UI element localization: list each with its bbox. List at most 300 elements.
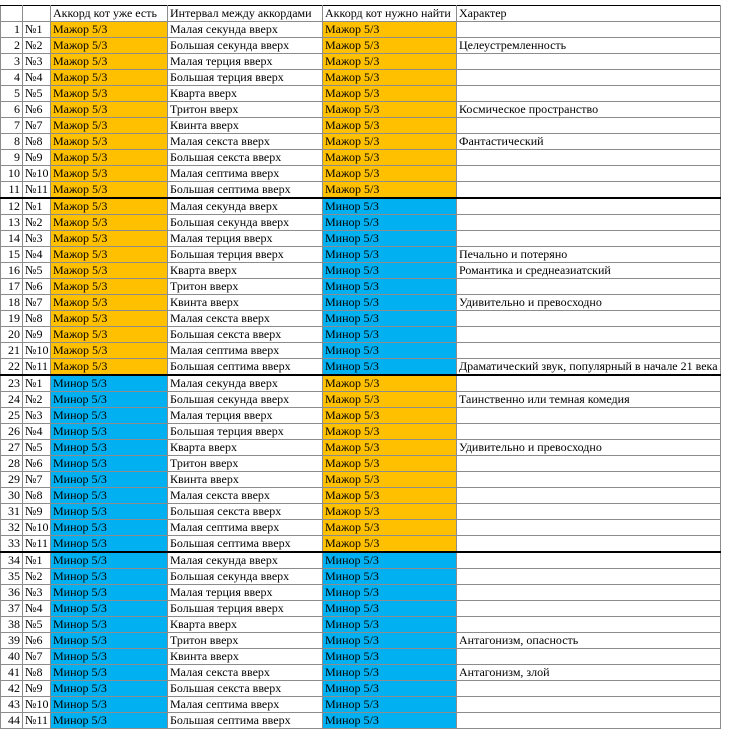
interval-cell[interactable]: Квинта вверх [168, 472, 323, 488]
chord-have-cell[interactable]: Минор 5/3 [51, 665, 168, 681]
chord-find-cell[interactable]: Минор 5/3 [323, 359, 457, 376]
row-number-cell[interactable]: 42 [1, 681, 23, 697]
chord-have-cell[interactable]: Минор 5/3 [51, 681, 168, 697]
chord-have-cell[interactable]: Мажор 5/3 [51, 263, 168, 279]
chord-find-cell[interactable]: Мажор 5/3 [323, 134, 457, 150]
table-row [1, 327, 721, 343]
pattern-number-cell[interactable]: №9 [23, 504, 51, 520]
chord-find-cell[interactable]: Мажор 5/3 [323, 456, 457, 472]
chord-find-cell[interactable]: Минор 5/3 [323, 327, 457, 343]
chord-have-cell[interactable]: Минор 5/3 [51, 585, 168, 601]
row-number-cell[interactable]: 33 [1, 536, 23, 553]
character-cell[interactable] [457, 569, 721, 585]
header-cell-interval[interactable]: Интервал между аккордами [168, 6, 323, 22]
row-number-cell[interactable]: 40 [1, 649, 23, 665]
character-cell[interactable] [457, 649, 721, 665]
pattern-number-cell[interactable]: №3 [23, 585, 51, 601]
row-number-cell[interactable]: 29 [1, 472, 23, 488]
chord-find-cell[interactable]: Минор 5/3 [323, 279, 457, 295]
row-number-cell[interactable]: 14 [1, 231, 23, 247]
chord-find-cell[interactable]: Мажор 5/3 [323, 182, 457, 199]
chord-find-cell[interactable]: Минор 5/3 [323, 215, 457, 231]
chord-find-cell[interactable]: Минор 5/3 [323, 697, 457, 713]
interval-cell[interactable]: Тритон вверх [168, 102, 323, 118]
chord-find-cell[interactable]: Минор 5/3 [323, 633, 457, 649]
character-cell[interactable] [457, 520, 721, 536]
row-number-cell[interactable]: 27 [1, 440, 23, 456]
chord-find-cell[interactable]: Мажор 5/3 [323, 472, 457, 488]
character-cell[interactable] [457, 552, 721, 569]
pattern-number-cell[interactable]: №8 [23, 665, 51, 681]
interval-cell[interactable]: Квинта вверх [168, 118, 323, 134]
pattern-number-cell[interactable]: №7 [23, 118, 51, 134]
pattern-number-cell[interactable]: №11 [23, 359, 51, 376]
interval-cell[interactable]: Большая секста вверх [168, 327, 323, 343]
chord-find-cell[interactable]: Мажор 5/3 [323, 54, 457, 70]
table-row [1, 118, 721, 134]
chord-have-cell[interactable]: Минор 5/3 [51, 536, 168, 553]
chord-have-cell[interactable]: Минор 5/3 [51, 633, 168, 649]
pattern-number-cell[interactable]: №9 [23, 327, 51, 343]
chord-have-cell[interactable]: Мажор 5/3 [51, 198, 168, 215]
chord-find-cell[interactable]: Минор 5/3 [323, 585, 457, 601]
chord-find-cell[interactable]: Мажор 5/3 [323, 70, 457, 86]
interval-cell[interactable]: Кварта вверх [168, 263, 323, 279]
chord-find-cell[interactable]: Мажор 5/3 [323, 440, 457, 456]
interval-cell[interactable]: Квинта вверх [168, 649, 323, 665]
interval-cell[interactable]: Малая секунда вверх [168, 552, 323, 569]
interval-cell[interactable]: Малая терция вверх [168, 585, 323, 601]
chord-have-cell[interactable]: Минор 5/3 [51, 649, 168, 665]
pattern-number-cell[interactable]: №10 [23, 697, 51, 713]
pattern-number-cell[interactable]: №5 [23, 440, 51, 456]
chord-have-cell[interactable]: Минор 5/3 [51, 504, 168, 520]
pattern-number-cell[interactable]: №3 [23, 54, 51, 70]
row-number-cell[interactable]: 30 [1, 488, 23, 504]
row-number-cell[interactable]: 2 [1, 38, 23, 54]
character-cell[interactable]: Космическое пространство [457, 102, 721, 118]
character-cell[interactable] [457, 585, 721, 601]
pattern-number-cell[interactable]: №2 [23, 215, 51, 231]
chord-have-cell[interactable]: Мажор 5/3 [51, 118, 168, 134]
chord-find-cell[interactable]: Мажор 5/3 [323, 86, 457, 102]
character-cell[interactable] [457, 215, 721, 231]
pattern-number-cell[interactable]: №7 [23, 295, 51, 311]
chord-find-cell[interactable]: Мажор 5/3 [323, 102, 457, 118]
table-row [1, 166, 721, 182]
chord-find-cell[interactable]: Мажор 5/3 [323, 488, 457, 504]
header-cell-rownum[interactable] [1, 6, 23, 22]
pattern-number-cell[interactable]: №9 [23, 150, 51, 166]
interval-cell[interactable]: Тритон вверх [168, 633, 323, 649]
chord-find-cell[interactable]: Минор 5/3 [323, 263, 457, 279]
pattern-number-cell[interactable]: №7 [23, 649, 51, 665]
chord-have-cell[interactable]: Минор 5/3 [51, 601, 168, 617]
table-row [1, 617, 721, 633]
interval-cell[interactable]: Малая септима вверх [168, 343, 323, 359]
character-cell[interactable]: Удивительно и превосходно [457, 440, 721, 456]
interval-cell[interactable]: Большая терция вверх [168, 70, 323, 86]
character-cell[interactable] [457, 198, 721, 215]
table-row [1, 231, 721, 247]
row-number-cell[interactable]: 24 [1, 392, 23, 408]
interval-cell[interactable]: Малая терция вверх [168, 54, 323, 70]
chord-have-cell[interactable]: Минор 5/3 [51, 424, 168, 440]
table-row [1, 295, 721, 311]
row-number-cell[interactable]: 17 [1, 279, 23, 295]
pattern-number-cell[interactable]: №3 [23, 231, 51, 247]
row-number-cell[interactable]: 21 [1, 343, 23, 359]
pattern-number-cell[interactable]: №6 [23, 633, 51, 649]
table-row [1, 182, 721, 199]
pattern-number-cell[interactable]: №10 [23, 520, 51, 536]
row-number-cell[interactable]: 6 [1, 102, 23, 118]
row-number-cell[interactable]: 4 [1, 70, 23, 86]
chord-have-cell[interactable]: Минор 5/3 [51, 408, 168, 424]
table-row [1, 279, 721, 295]
chord-have-cell[interactable]: Мажор 5/3 [51, 231, 168, 247]
character-cell[interactable] [457, 697, 721, 713]
interval-cell[interactable]: Малая секунда вверх [168, 22, 323, 38]
row-number-cell[interactable]: 8 [1, 134, 23, 150]
table-row [1, 86, 721, 102]
pattern-number-cell[interactable]: №10 [23, 166, 51, 182]
chord-have-cell[interactable]: Мажор 5/3 [51, 343, 168, 359]
row-number-cell[interactable]: 9 [1, 150, 23, 166]
character-cell[interactable] [457, 150, 721, 166]
character-cell[interactable] [457, 488, 721, 504]
character-cell[interactable]: Романтика и среднеазиатский [457, 263, 721, 279]
pattern-number-cell[interactable]: №6 [23, 456, 51, 472]
chord-have-cell[interactable]: Мажор 5/3 [51, 359, 168, 376]
chord-find-cell[interactable]: Мажор 5/3 [323, 504, 457, 520]
pattern-number-cell[interactable]: №1 [23, 198, 51, 215]
row-number-cell[interactable]: 19 [1, 311, 23, 327]
interval-cell[interactable]: Большая терция вверх [168, 601, 323, 617]
row-number-cell[interactable]: 36 [1, 585, 23, 601]
interval-cell[interactable]: Кварта вверх [168, 440, 323, 456]
pattern-number-cell[interactable]: №8 [23, 311, 51, 327]
header-row [1, 6, 721, 22]
chord-find-cell[interactable]: Минор 5/3 [323, 198, 457, 215]
interval-cell[interactable]: Малая терция вверх [168, 408, 323, 424]
character-cell[interactable] [457, 166, 721, 182]
chord-have-cell[interactable]: Мажор 5/3 [51, 311, 168, 327]
pattern-number-cell[interactable]: №9 [23, 681, 51, 697]
chord-find-cell[interactable]: Мажор 5/3 [323, 118, 457, 134]
row-number-cell[interactable]: 15 [1, 247, 23, 263]
pattern-number-cell[interactable]: №6 [23, 279, 51, 295]
chord-find-cell[interactable]: Минор 5/3 [323, 601, 457, 617]
character-cell[interactable] [457, 601, 721, 617]
interval-cell[interactable]: Большая секунда вверх [168, 392, 323, 408]
character-cell[interactable]: Печально и потеряно [457, 247, 721, 263]
character-cell[interactable] [457, 231, 721, 247]
pattern-number-cell[interactable]: №5 [23, 86, 51, 102]
row-number-cell[interactable]: 23 [1, 375, 23, 392]
table-row [1, 22, 721, 38]
interval-cell[interactable]: Кварта вверх [168, 617, 323, 633]
chord-have-cell[interactable]: Мажор 5/3 [51, 150, 168, 166]
pattern-number-cell[interactable]: №4 [23, 424, 51, 440]
chord-have-cell[interactable]: Минор 5/3 [51, 440, 168, 456]
table-row [1, 150, 721, 166]
interval-cell[interactable]: Малая септима вверх [168, 166, 323, 182]
character-cell[interactable] [457, 343, 721, 359]
character-cell[interactable]: Таинственно или темная комедия [457, 392, 721, 408]
table-row [1, 247, 721, 263]
chord-have-cell[interactable]: Мажор 5/3 [51, 22, 168, 38]
character-cell[interactable] [457, 375, 721, 392]
chord-have-cell[interactable]: Мажор 5/3 [51, 182, 168, 199]
pattern-number-cell[interactable]: №2 [23, 392, 51, 408]
chord-find-cell[interactable]: Минор 5/3 [323, 552, 457, 569]
pattern-number-cell[interactable]: №4 [23, 70, 51, 86]
chord-have-cell[interactable]: Мажор 5/3 [51, 215, 168, 231]
row-number-cell[interactable]: 11 [1, 182, 23, 199]
character-cell[interactable] [457, 118, 721, 134]
pattern-number-cell[interactable]: №11 [23, 182, 51, 199]
table-row [1, 198, 721, 215]
row-number-cell[interactable]: 20 [1, 327, 23, 343]
chord-find-cell[interactable]: Мажор 5/3 [323, 166, 457, 182]
row-number-cell[interactable]: 37 [1, 601, 23, 617]
character-cell[interactable]: Драматический звук, популярный в начале 21 века [457, 359, 721, 376]
pattern-number-cell[interactable]: №4 [23, 601, 51, 617]
interval-cell[interactable]: Большая септима вверх [168, 182, 323, 199]
character-cell[interactable]: Удивительно и превосходно [457, 295, 721, 311]
chord-have-cell[interactable]: Мажор 5/3 [51, 279, 168, 295]
table-row [1, 585, 721, 601]
chord-find-cell[interactable]: Мажор 5/3 [323, 536, 457, 553]
row-number-cell[interactable]: 39 [1, 633, 23, 649]
chord-have-cell[interactable]: Минор 5/3 [51, 569, 168, 585]
interval-cell[interactable]: Малая септима вверх [168, 697, 323, 713]
chord-have-cell[interactable]: Минор 5/3 [51, 375, 168, 392]
chord-find-cell[interactable]: Мажор 5/3 [323, 375, 457, 392]
interval-cell[interactable]: Малая секста вверх [168, 488, 323, 504]
chord-have-cell[interactable]: Мажор 5/3 [51, 327, 168, 343]
chord-find-cell[interactable]: Мажор 5/3 [323, 408, 457, 424]
chord-find-cell[interactable]: Минор 5/3 [323, 343, 457, 359]
table-row [1, 665, 721, 681]
pattern-number-cell[interactable]: №3 [23, 408, 51, 424]
character-cell[interactable]: Антагонизм, злой [457, 665, 721, 681]
interval-cell[interactable]: Малая секста вверх [168, 665, 323, 681]
interval-cell[interactable]: Малая секста вверх [168, 311, 323, 327]
pattern-number-cell[interactable]: №8 [23, 134, 51, 150]
chord-find-cell[interactable]: Мажор 5/3 [323, 22, 457, 38]
interval-cell[interactable]: Большая терция вверх [168, 247, 323, 263]
interval-cell[interactable]: Малая септима вверх [168, 520, 323, 536]
character-cell[interactable] [457, 86, 721, 102]
row-number-cell[interactable]: 35 [1, 569, 23, 585]
pattern-number-cell[interactable]: №11 [23, 713, 51, 729]
chord-find-cell[interactable]: Минор 5/3 [323, 247, 457, 263]
chord-find-cell[interactable]: Минор 5/3 [323, 311, 457, 327]
header-cell-chord-have[interactable]: Аккорд кот уже есть [51, 6, 168, 22]
chord-have-cell[interactable]: Минор 5/3 [51, 552, 168, 569]
interval-cell[interactable]: Большая септима вверх [168, 359, 323, 376]
table-row [1, 649, 721, 665]
table-row [1, 456, 721, 472]
row-number-cell[interactable]: 18 [1, 295, 23, 311]
character-cell[interactable] [457, 54, 721, 70]
row-number-cell[interactable]: 32 [1, 520, 23, 536]
chord-have-cell[interactable]: Мажор 5/3 [51, 86, 168, 102]
row-number-cell[interactable]: 1 [1, 22, 23, 38]
interval-cell[interactable]: Кварта вверх [168, 86, 323, 102]
interval-cell[interactable]: Большая септима вверх [168, 713, 323, 729]
character-cell[interactable] [457, 424, 721, 440]
row-number-cell[interactable]: 28 [1, 456, 23, 472]
chord-find-cell[interactable]: Мажор 5/3 [323, 38, 457, 54]
row-number-cell[interactable]: 43 [1, 697, 23, 713]
row-number-cell[interactable]: 41 [1, 665, 23, 681]
row-number-cell[interactable]: 44 [1, 713, 23, 729]
row-number-cell[interactable]: 10 [1, 166, 23, 182]
row-number-cell[interactable]: 16 [1, 263, 23, 279]
chord-find-cell[interactable]: Минор 5/3 [323, 665, 457, 681]
chord-find-cell[interactable]: Минор 5/3 [323, 617, 457, 633]
table-row [1, 70, 721, 86]
pattern-number-cell[interactable]: №1 [23, 22, 51, 38]
table-row [1, 424, 721, 440]
chord-find-cell[interactable]: Минор 5/3 [323, 295, 457, 311]
row-number-cell[interactable]: 13 [1, 215, 23, 231]
character-cell[interactable] [457, 22, 721, 38]
character-cell[interactable] [457, 70, 721, 86]
chord-find-cell[interactable]: Минор 5/3 [323, 713, 457, 729]
chord-have-cell[interactable]: Минор 5/3 [51, 697, 168, 713]
interval-cell[interactable]: Большая секунда вверх [168, 215, 323, 231]
table-row [1, 311, 721, 327]
pattern-number-cell[interactable]: №11 [23, 536, 51, 553]
character-cell[interactable] [457, 182, 721, 199]
chord-have-cell[interactable]: Минор 5/3 [51, 488, 168, 504]
interval-cell[interactable]: Большая септима вверх [168, 536, 323, 553]
table-row [1, 697, 721, 713]
interval-cell[interactable]: Тритон вверх [168, 456, 323, 472]
table-row [1, 343, 721, 359]
row-number-cell[interactable]: 34 [1, 552, 23, 569]
chord-find-cell[interactable]: Мажор 5/3 [323, 424, 457, 440]
chord-have-cell[interactable]: Мажор 5/3 [51, 102, 168, 118]
character-cell[interactable] [457, 617, 721, 633]
interval-cell[interactable]: Тритон вверх [168, 279, 323, 295]
chord-have-cell[interactable]: Минор 5/3 [51, 456, 168, 472]
chord-find-cell[interactable]: Минор 5/3 [323, 231, 457, 247]
row-number-cell[interactable]: 7 [1, 118, 23, 134]
chord-have-cell[interactable]: Минор 5/3 [51, 472, 168, 488]
chord-find-cell[interactable]: Минор 5/3 [323, 569, 457, 585]
table-row [1, 552, 721, 569]
chord-have-cell[interactable]: Мажор 5/3 [51, 295, 168, 311]
row-number-cell[interactable]: 38 [1, 617, 23, 633]
row-number-cell[interactable]: 26 [1, 424, 23, 440]
character-cell[interactable] [457, 327, 721, 343]
interval-cell[interactable]: Большая секунда вверх [168, 569, 323, 585]
pattern-number-cell[interactable]: №5 [23, 617, 51, 633]
row-number-cell[interactable]: 25 [1, 408, 23, 424]
chord-have-cell[interactable]: Мажор 5/3 [51, 247, 168, 263]
pattern-number-cell[interactable]: №10 [23, 343, 51, 359]
chord-have-cell[interactable]: Минор 5/3 [51, 617, 168, 633]
row-number-cell[interactable]: 5 [1, 86, 23, 102]
header-cell-chord-find[interactable]: Аккорд кот нужно найти [323, 6, 457, 22]
interval-cell[interactable]: Малая терция вверх [168, 231, 323, 247]
chord-have-cell[interactable]: Мажор 5/3 [51, 134, 168, 150]
character-cell[interactable] [457, 279, 721, 295]
character-cell[interactable]: Целеустремленность [457, 38, 721, 54]
pattern-number-cell[interactable]: №2 [23, 38, 51, 54]
interval-cell[interactable]: Малая секунда вверх [168, 198, 323, 215]
chord-have-cell[interactable]: Мажор 5/3 [51, 166, 168, 182]
interval-cell[interactable]: Большая терция вверх [168, 424, 323, 440]
interval-cell[interactable]: Большая секста вверх [168, 681, 323, 697]
pattern-number-cell[interactable]: №5 [23, 263, 51, 279]
interval-cell[interactable]: Малая секунда вверх [168, 375, 323, 392]
table-row [1, 536, 721, 553]
chord-find-cell[interactable]: Мажор 5/3 [323, 150, 457, 166]
chord-have-cell[interactable]: Минор 5/3 [51, 520, 168, 536]
pattern-number-cell[interactable]: №7 [23, 472, 51, 488]
table-row [1, 681, 721, 697]
character-cell[interactable] [457, 456, 721, 472]
interval-cell[interactable]: Большая секунда вверх [168, 38, 323, 54]
chord-have-cell[interactable]: Минор 5/3 [51, 392, 168, 408]
interval-cell[interactable]: Малая секста вверх [168, 134, 323, 150]
character-cell[interactable] [457, 536, 721, 553]
chord-find-cell[interactable]: Мажор 5/3 [323, 520, 457, 536]
header-cell-num[interactable] [23, 6, 51, 22]
chord-find-cell[interactable]: Мажор 5/3 [323, 392, 457, 408]
interval-cell[interactable]: Большая секста вверх [168, 504, 323, 520]
character-cell[interactable] [457, 408, 721, 424]
chord-have-cell[interactable]: Мажор 5/3 [51, 70, 168, 86]
header-cell-character[interactable]: Характер [457, 6, 721, 22]
character-cell[interactable] [457, 713, 721, 729]
table-row [1, 440, 721, 456]
character-cell[interactable]: Антагонизм, опасность [457, 633, 721, 649]
character-cell[interactable] [457, 681, 721, 697]
pattern-number-cell[interactable]: №6 [23, 102, 51, 118]
row-number-cell[interactable]: 3 [1, 54, 23, 70]
chord-have-cell[interactable]: Мажор 5/3 [51, 38, 168, 54]
pattern-number-cell[interactable]: №2 [23, 569, 51, 585]
row-number-cell[interactable]: 12 [1, 198, 23, 215]
row-number-cell[interactable]: 31 [1, 504, 23, 520]
table-row [1, 520, 721, 536]
interval-cell[interactable]: Большая секста вверх [168, 150, 323, 166]
pattern-number-cell[interactable]: №1 [23, 552, 51, 569]
interval-cell[interactable]: Квинта вверх [168, 295, 323, 311]
table-row [1, 263, 721, 279]
character-cell[interactable] [457, 504, 721, 520]
chord-find-cell[interactable]: Минор 5/3 [323, 681, 457, 697]
chord-have-cell[interactable]: Минор 5/3 [51, 713, 168, 729]
row-number-cell[interactable]: 22 [1, 359, 23, 376]
character-cell[interactable] [457, 472, 721, 488]
chord-find-cell[interactable]: Минор 5/3 [323, 649, 457, 665]
character-cell[interactable] [457, 311, 721, 327]
pattern-number-cell[interactable]: №1 [23, 375, 51, 392]
table-row [1, 38, 721, 54]
pattern-number-cell[interactable]: №4 [23, 247, 51, 263]
pattern-number-cell[interactable]: №8 [23, 488, 51, 504]
character-cell[interactable]: Фантастический [457, 134, 721, 150]
chord-have-cell[interactable]: Мажор 5/3 [51, 54, 168, 70]
